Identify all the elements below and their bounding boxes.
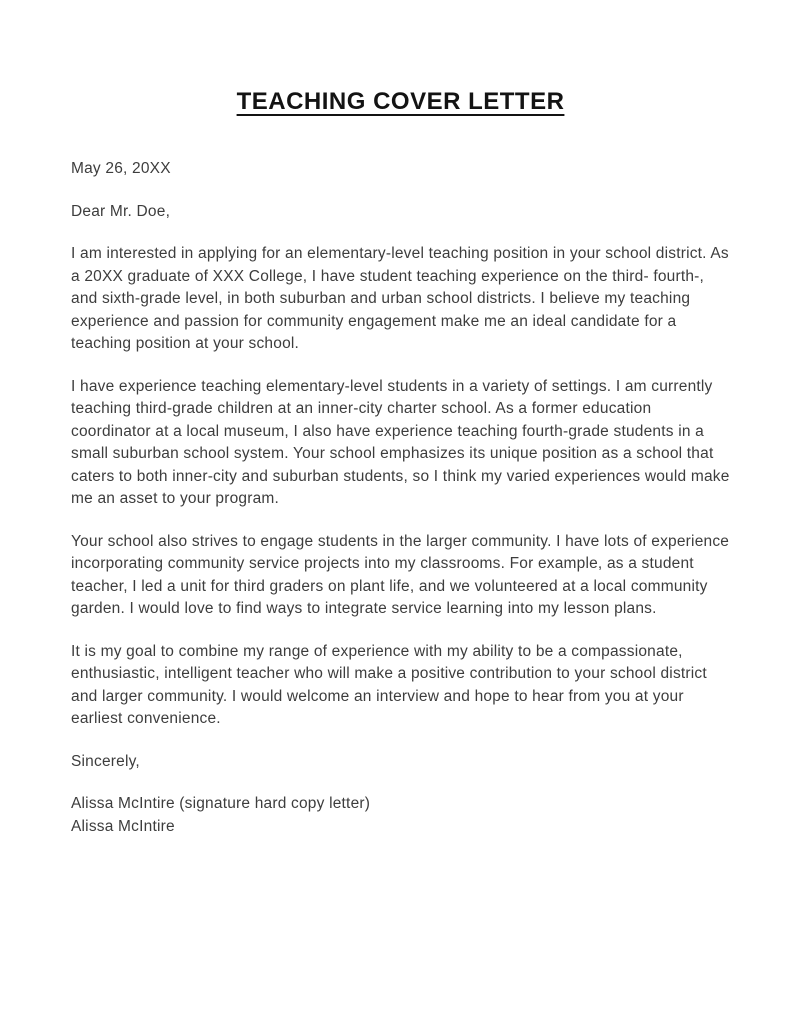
signature-block bbox=[71, 793, 730, 838]
closing-line: Sincerely, bbox=[71, 752, 140, 770]
salutation: Dear Mr. Doe, bbox=[71, 202, 171, 220]
body-paragraph-4: It is my goal to combine my range of experience with my ability to be a compassionate, enthusiastic, intelligent teacher who will make a positive contribution to your school district and larger community. I would welcome an interview and hope to hear from you at your earliest convenience. bbox=[71, 642, 707, 727]
body-paragraph-1: I am interested in applying for an elementary-level teaching position in your school district. As a 20XX graduate of XXX College, I have student teaching experience on the third- fourth-, and sixth-grade level, in both suburban and urban school districts. I believe my teaching experience and passion for community engagement make me an ideal candidate for a teaching position at your school. bbox=[71, 245, 729, 352]
body-paragraph-3: Your school also strives to engage students in the larger community. I have lots of experience incorporating community service projects into my classrooms. For example, as a student teacher, I led a unit for third graders on plant life, and we volunteered at a local community garden. I would love to find ways to integrate service learning into my lesson plans. bbox=[71, 532, 730, 617]
date-line: May 26, 20XX bbox=[71, 160, 171, 177]
body-paragraph-2: I have experience teaching elementary-level students in a variety of settings. I am currently teaching third-grade children at an inner-city charter school. As a former education coordinator at a local museum, I also have experience teaching fourth-grade students in a small suburban school system. Your school emphasizes its unique position as a school that caters to both inner-city and suburban students, so I think my varied experiences would make me an asset to your program. bbox=[71, 377, 730, 507]
signature-name: Alissa McIntire bbox=[71, 817, 175, 835]
signature-note: Alissa McIntire (signature hard copy letter) bbox=[71, 795, 371, 812]
document-title: TEACHING COVER LETTER bbox=[236, 88, 565, 115]
